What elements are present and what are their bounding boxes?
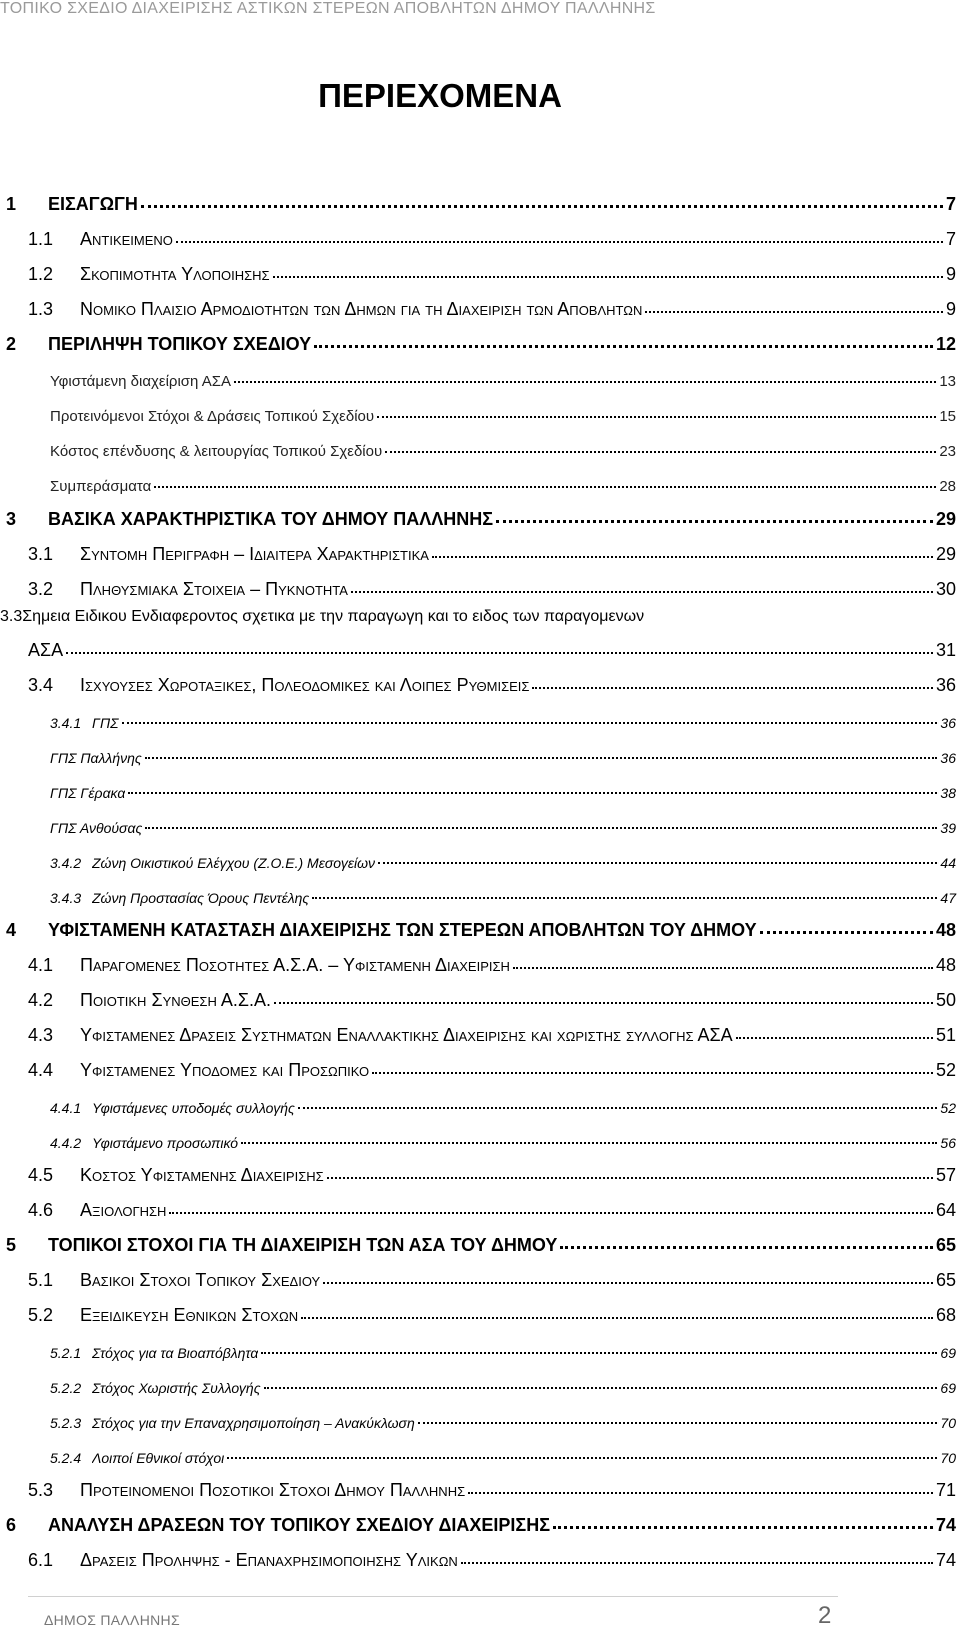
toc-entry[interactable] <box>0 250 956 285</box>
toc-entry[interactable] <box>0 285 956 320</box>
toc-entry[interactable] <box>0 320 956 355</box>
toc-dot-leader <box>327 1177 933 1179</box>
toc-entry-number: 5.2 <box>28 1305 54 1325</box>
toc-entry-number: 5.2.2 <box>50 1380 82 1396</box>
toc-entry-number: 5.2.3 <box>50 1415 82 1431</box>
toc-entry-number: 4.4.1 <box>50 1100 82 1116</box>
toc-entry-label: Αξιολογηση <box>80 1200 167 1220</box>
toc-dot-leader <box>176 241 943 243</box>
toc-entry[interactable] <box>0 766 956 801</box>
toc-entry-label: ΓΠΣ Γέρακα <box>50 785 126 801</box>
toc-dot-leader <box>351 591 933 593</box>
toc-entry[interactable] <box>0 801 956 836</box>
toc-entry-label: Υφιστάμενη διαχείριση ΑΣΑ <box>50 373 232 390</box>
toc-entry-label: Ποιοτικη Συνθεση Α.Σ.Α. <box>80 990 271 1010</box>
toc-entry-page: 36 <box>935 675 956 695</box>
toc-entry-label: Εξειδικευση Εθνικων Στοχων <box>80 1305 299 1325</box>
toc-entry-label: Σημεια Ειδικου Ενδιαφεροντος σχετικα με την παραγωγη και το ειδος των παραγομενων <box>22 608 645 625</box>
toc-entry-page: 9 <box>945 264 956 284</box>
toc-entry-label: Σκοπιμοτητα Υλοποιησης <box>80 264 270 284</box>
toc-entry[interactable] <box>0 1326 956 1361</box>
toc-entry-label: ΑΣΑ <box>28 640 64 660</box>
toc-entry[interactable] <box>0 1221 956 1256</box>
toc-entry-number: 5 <box>6 1235 17 1255</box>
toc-dot-leader <box>241 1142 937 1144</box>
toc-dot-leader <box>141 205 943 208</box>
toc-entry-page: 56 <box>940 1135 956 1151</box>
toc-entry-label: Συμπεράσματα <box>50 478 152 495</box>
toc-entry-label: ΑΝΑΛΥΣΗ ΔΡΑΣΕΩΝ ΤΟΥ ΤΟΠΙΚΟΥ ΣΧΕΔΙΟΥ ΔΙΑΧΕΙΡΙΣΗΣ <box>48 1515 551 1535</box>
toc-entry-label: Στόχος για τα Βιοαπόβλητα <box>92 1345 259 1361</box>
footer-municipality: ΔΗΜΟΣ ΠΑΛΛΗΝΗΣ <box>44 1612 180 1628</box>
toc-entry[interactable] <box>0 1256 956 1291</box>
footer-divider <box>28 1596 838 1597</box>
toc-dot-leader <box>301 1317 933 1319</box>
toc-entry[interactable] <box>0 215 956 250</box>
toc-entry-label: Δρασεις Προληψης - Επαναχρησιμοποιησης Υλικων <box>80 1550 458 1570</box>
toc-entry[interactable] <box>0 460 956 495</box>
toc-dot-leader <box>560 1246 933 1249</box>
toc-entry[interactable] <box>0 1046 956 1081</box>
toc-entry-number: 6.1 <box>28 1550 54 1570</box>
toc-dot-leader <box>377 416 936 418</box>
toc-entry-label: Ζώνη Προστασίας Όρους Πεντέλης <box>92 890 310 906</box>
toc-entry[interactable] <box>0 661 956 696</box>
toc-entry-number: 4.1 <box>28 955 54 975</box>
toc-dot-leader <box>298 1107 938 1109</box>
toc-entry-page: 74 <box>935 1550 956 1570</box>
toc-entry-page: 7 <box>945 194 956 214</box>
toc-entry-page: 30 <box>935 579 956 599</box>
toc-dot-leader <box>513 967 933 969</box>
toc-entry[interactable] <box>0 1536 956 1571</box>
toc-entry-page: 15 <box>939 408 956 425</box>
toc-entry-page: 52 <box>940 1100 956 1116</box>
toc-entry[interactable] <box>0 871 956 906</box>
toc-entry-label: Πληθυσμιακα Στοιχεια – Πυκνοτητα <box>80 579 348 599</box>
toc-entry[interactable] <box>0 1501 956 1536</box>
toc-entry-number: 4.6 <box>28 1200 54 1220</box>
toc-dot-leader <box>468 1492 933 1494</box>
toc-entry-label: Ισχυουσες Χωροταξικες, Πολεοδομικες και Λοιπες Ρυθμισεις <box>80 675 530 695</box>
toc-entry-page: 12 <box>935 334 956 354</box>
toc-entry-label: ΕΙΣΑΓΩΓΗ <box>48 194 138 214</box>
toc-dot-leader <box>66 652 933 654</box>
toc-entry-page: 28 <box>939 478 956 495</box>
toc-dot-leader <box>736 1037 933 1039</box>
toc-entry-page: 74 <box>935 1515 956 1535</box>
toc-entry-number: 3 <box>6 509 17 529</box>
toc-entry-number: 1.2 <box>28 264 54 284</box>
toc-dot-leader <box>461 1562 933 1564</box>
toc-entry[interactable] <box>0 1291 956 1326</box>
toc-entry[interactable] <box>0 425 956 460</box>
toc-entry-page: 64 <box>935 1200 956 1220</box>
toc-entry-page: 70 <box>940 1415 956 1431</box>
toc-entry-label: ΓΠΣ <box>92 715 119 731</box>
toc-entry-label: Βασικοι Στοχοι Τοπικου Σχεδιου <box>80 1270 321 1290</box>
toc-entry-number: 4.4 <box>28 1060 54 1080</box>
toc-entry[interactable] <box>0 1186 956 1221</box>
toc-entry-page: 13 <box>939 373 956 390</box>
toc-entry[interactable] <box>0 600 956 626</box>
toc-entry-page: 48 <box>935 920 956 940</box>
toc-entry-number: 3.4.3 <box>50 890 82 906</box>
toc-entry-page: 47 <box>940 890 956 906</box>
toc-entry-page: 39 <box>940 820 956 836</box>
toc-entry-label: Συντομη Περιγραφη – Ιδιαιτερα Χαρακτηριστικα <box>80 544 429 564</box>
toc-entry-label: Λοιποί Εθνικοί στόχοι <box>92 1450 225 1466</box>
toc-entry-page: 70 <box>940 1450 956 1466</box>
toc-entry[interactable] <box>0 1431 956 1466</box>
toc-dot-leader <box>169 1212 933 1214</box>
toc-dot-leader <box>385 451 936 453</box>
toc-entry-page: 38 <box>940 785 956 801</box>
toc-entry-label: ΒΑΣΙΚΑ ΧΑΡΑΚΤΗΡΙΣΤΙΚΑ ΤΟΥ ΔΗΜΟΥ ΠΑΛΛΗΝΗΣ <box>48 509 494 529</box>
toc-entry-page: 29 <box>935 509 956 529</box>
toc-entry-label: Υφισταμενες Δρασεις Συστηματων Εναλλακτικης Διαχειρισης και χωριστης συλλογης ΑΣΑ <box>80 1025 733 1045</box>
toc-entry-number: 1.3 <box>28 299 54 319</box>
toc-entry-number: 4.3 <box>28 1025 54 1045</box>
toc-entry[interactable] <box>0 1396 956 1431</box>
toc-entry-label: Παραγομενες Ποσοτητες Α.Σ.Α. – Υφισταμενη Διαχειριση <box>80 955 510 975</box>
toc-entry[interactable] <box>0 836 956 871</box>
toc-entry-page: 57 <box>935 1165 956 1185</box>
toc-entry-label: Υφιστάμενες υποδομές συλλογής <box>92 1100 295 1116</box>
toc-entry-label: ΓΠΣ Ανθούσας <box>50 820 143 836</box>
toc-dot-leader <box>645 311 943 313</box>
toc-entry-page: 51 <box>935 1025 956 1045</box>
toc-entry-label: Υφιστάμενο προσωπικό <box>92 1135 239 1151</box>
toc-entry-label: Προτεινομενοι Ποσοτικοι Στοχοι Δημου Παλληνης <box>80 1480 466 1500</box>
running-header: ΤΟΠΙΚΟ ΣΧΕΔΙΟ ΔΙΑΧΕΙΡΙΣΗΣ ΑΣΤΙΚΩΝ ΣΤΕΡΕΩΝ ΑΠΟΒΛΗΤΩΝ ΔΗΜΟΥ ΠΑΛΛΗΝΗΣ <box>0 0 656 17</box>
toc-dot-leader <box>312 897 937 899</box>
toc-entry-label: Κοστος Υφισταμενης Διαχειρισης <box>80 1165 324 1185</box>
toc-entry-number: 4 <box>6 920 17 940</box>
toc-entry-page: 9 <box>945 299 956 319</box>
toc-entry-page: 71 <box>935 1480 956 1500</box>
toc-entry[interactable] <box>0 1466 956 1501</box>
toc-entry-number: 4.2 <box>28 990 54 1010</box>
toc-entry-label: Νομικο Πλαισιο Αρμοδιοτητων των Δημων για τη Διαχειριση των Αποβλητων <box>80 299 643 319</box>
toc-entry-label: Στόχος Χωριστής Συλλογής <box>92 1380 261 1396</box>
toc-entry[interactable] <box>0 390 956 425</box>
toc-dot-leader <box>122 722 938 724</box>
toc-entry-number: 5.2.1 <box>50 1345 82 1361</box>
toc-entry[interactable] <box>0 696 956 731</box>
toc-entry[interactable] <box>0 906 956 941</box>
toc-entry-number: 3.2 <box>28 579 54 599</box>
toc-entry-label: ΓΠΣ Παλλήνης <box>50 750 142 766</box>
toc-entry-label: Στόχος για την Επαναχρησιμοποίηση – Ανακύκλωση <box>92 1415 415 1431</box>
toc-dot-leader <box>145 827 937 829</box>
toc-entry[interactable] <box>0 1151 956 1186</box>
toc-entry-page: 69 <box>940 1345 956 1361</box>
toc-entry-page: 29 <box>935 544 956 564</box>
toc-entry-number: 1 <box>6 194 17 214</box>
toc-dot-leader <box>145 757 938 759</box>
toc-dot-leader <box>274 1002 933 1004</box>
toc-dot-leader <box>418 1422 938 1424</box>
toc-entry[interactable] <box>0 180 956 215</box>
toc-entry-label: ΤΟΠΙΚΟΙ ΣΤΟΧΟΙ ΓΙΑ ΤΗ ΔΙΑΧΕΙΡΙΣΗ ΤΩΝ ΑΣΑ ΤΟΥ ΔΗΜΟΥ <box>48 1235 558 1255</box>
toc-entry-number: 3.4.2 <box>50 855 82 871</box>
toc-entry[interactable] <box>0 731 956 766</box>
toc-dot-leader <box>372 1072 933 1074</box>
toc-entry-label: Κόστος επένδυσης & λειτουργίας Τοπικού Σχεδίου <box>50 443 383 460</box>
toc-dot-leader <box>261 1352 937 1354</box>
toc-dot-leader <box>227 1457 937 1459</box>
toc-entry-page: 52 <box>935 1060 956 1080</box>
toc-dot-leader <box>553 1526 933 1529</box>
page-title: ΠΕΡΙΕΧΟΜΕΝΑ <box>318 77 562 114</box>
toc-entry-number: 5.3 <box>28 1480 54 1500</box>
toc-dot-leader <box>234 381 936 383</box>
toc-dot-leader <box>760 931 933 934</box>
toc-entry-number: 4.5 <box>28 1165 54 1185</box>
toc-entry-label: Ζώνη Οικιστικού Ελέγχου (Ζ.Ο.Ε.) Μεσογείων <box>92 855 375 871</box>
toc-entry-number: 6 <box>6 1515 17 1535</box>
toc-entry-page: 65 <box>935 1270 956 1290</box>
toc-entry-page: 36 <box>940 750 956 766</box>
toc-entry-page: 69 <box>940 1380 956 1396</box>
toc-entry-label: Υφισταμενες Υποδομες και Προσωπικο <box>80 1060 370 1080</box>
toc-entry-number: 4.4.2 <box>50 1135 82 1151</box>
toc-entry[interactable] <box>0 626 956 661</box>
toc-entry[interactable] <box>0 1081 956 1116</box>
toc-entry[interactable] <box>0 976 956 1011</box>
toc-entry-page: 23 <box>939 443 956 460</box>
toc-entry-number: 5.1 <box>28 1270 54 1290</box>
toc-entry-number: 3.4.1 <box>50 715 82 731</box>
toc-dot-leader <box>378 862 937 864</box>
toc-entry[interactable] <box>0 941 956 976</box>
toc-entry[interactable] <box>0 495 956 530</box>
toc-entry-label: Αντικειμενο <box>80 229 173 249</box>
page-number: 2 <box>818 1602 832 1629</box>
toc-dot-leader <box>314 345 933 348</box>
toc-dot-leader <box>154 486 936 488</box>
toc-entry-page: 65 <box>935 1235 956 1255</box>
toc-entry-number: 3.4 <box>28 675 54 695</box>
toc-entry-number: 1.1 <box>28 229 54 249</box>
toc-entry[interactable] <box>0 565 956 600</box>
toc-entry-number: 2 <box>6 334 17 354</box>
toc-entry[interactable] <box>0 1011 956 1046</box>
toc-dot-leader <box>432 556 933 558</box>
table-of-contents <box>0 180 960 1571</box>
toc-entry[interactable] <box>0 530 956 565</box>
toc-dot-leader <box>273 276 943 278</box>
toc-entry[interactable] <box>0 1116 956 1151</box>
toc-entry-number: 3.3 <box>0 608 23 625</box>
toc-dot-leader <box>532 687 933 689</box>
toc-entry-page: 68 <box>935 1305 956 1325</box>
toc-entry-page: 48 <box>935 955 956 975</box>
toc-entry-number: 3.1 <box>28 544 54 564</box>
toc-entry-label: Προτεινόμενοι Στόχοι & Δράσεις Τοπικού Σχεδίου <box>50 408 375 425</box>
toc-entry-label: ΥΦΙΣΤΑΜΕΝΗ ΚΑΤΑΣΤΑΣΗ ΔΙΑΧΕΙΡΙΣΗΣ ΤΩΝ ΣΤΕΡΕΩΝ ΑΠΟΒΛΗΤΩΝ ΤΟΥ ΔΗΜΟΥ <box>48 920 757 940</box>
toc-entry-page: 7 <box>945 229 956 249</box>
toc-entry-label: ΠΕΡΙΛΗΨΗ ΤΟΠΙΚΟΥ ΣΧΕΔΙΟΥ <box>48 334 312 354</box>
toc-entry-page: 44 <box>940 855 956 871</box>
toc-dot-leader <box>496 520 933 523</box>
toc-dot-leader <box>264 1387 938 1389</box>
toc-entry-number: 5.2.4 <box>50 1450 82 1466</box>
toc-entry[interactable] <box>0 1361 956 1396</box>
toc-entry[interactable] <box>0 355 956 390</box>
toc-entry-page: 50 <box>935 990 956 1010</box>
toc-dot-leader <box>128 792 937 794</box>
toc-entry-page: 31 <box>935 640 956 660</box>
toc-entry-page: 36 <box>940 715 956 731</box>
toc-dot-leader <box>323 1282 933 1284</box>
